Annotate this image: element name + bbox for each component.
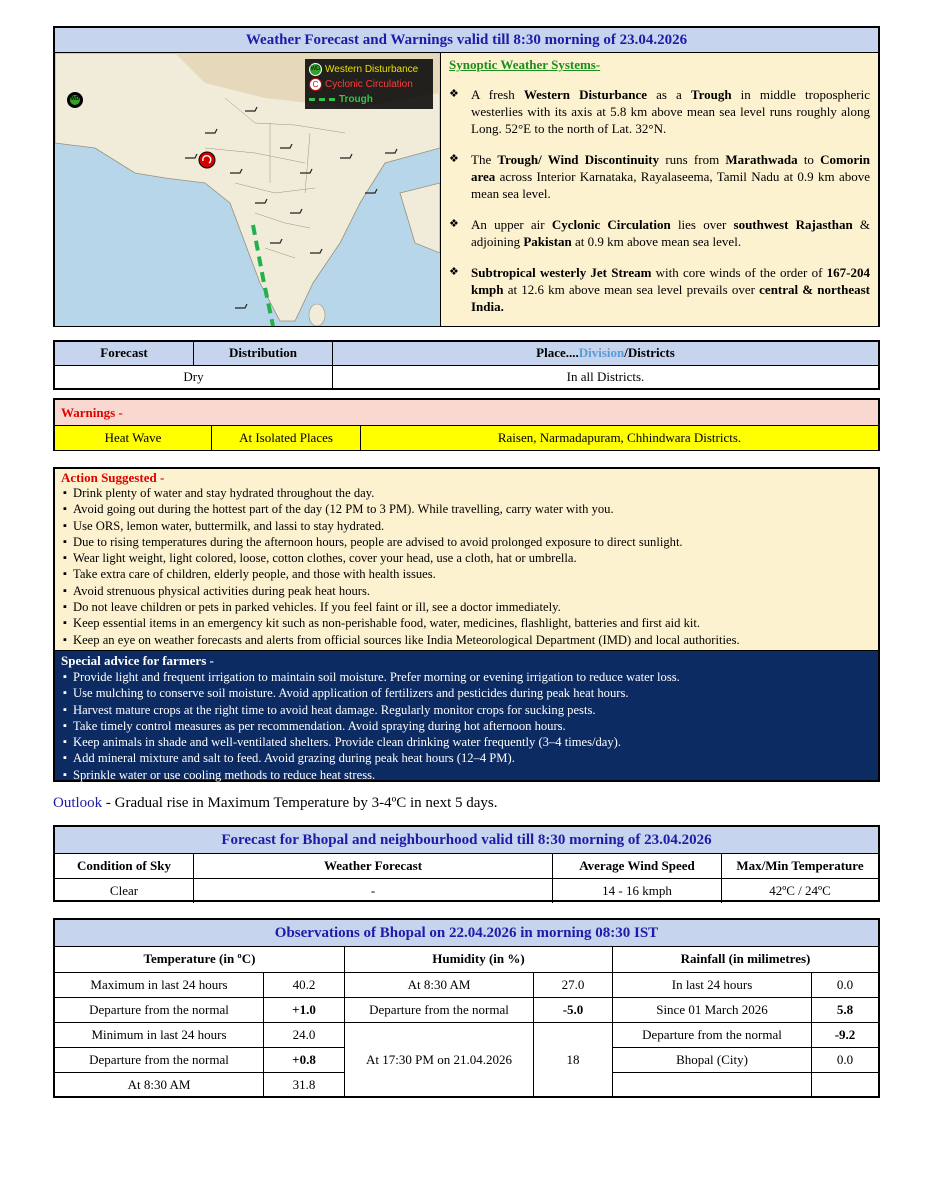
synoptic-item-text: 167-204 kmph (471, 265, 870, 297)
farmers-title: Special advice for farmers - (61, 653, 214, 668)
forecast-value: Dry (55, 365, 333, 388)
hum-value: 18 (534, 1022, 613, 1097)
observations-panel (53, 918, 880, 1098)
rain-empty-cell (613, 1072, 812, 1097)
temp-label: Departure from the normal (55, 1047, 264, 1072)
synoptic-item-text: in middle tropospheric westerlies with its axis at 5.8 km above mean sea level runs roughly along Long. 52°E to the north of Lat. 32°N. (471, 87, 870, 136)
header-districts-label: /Districts (624, 345, 675, 361)
temp-value: 40.2 (264, 972, 345, 997)
bf-wind-value: 14 - 16 kmph (553, 878, 722, 903)
hum-value: -5.0 (534, 997, 613, 1022)
synoptic-item (449, 216, 870, 250)
map-wd-badge: WD (70, 96, 80, 102)
farmers-item: ▪ Add mineral mixture and salt to feed. Avoid grazing during peak heat hours (12–4 PM). (61, 750, 872, 766)
action-item: ▪ Take extra care of children, elderly people, and those with health issues. (61, 566, 872, 582)
farmers-item: ▪ Take timely control measures as per recommendation. Avoid spraying during hot afternoon hours. (61, 718, 872, 734)
outlook (53, 795, 498, 812)
farmers-item: ▪ Provide light and frequent irrigation to maintain soil moisture. Prefer morning or evening irrigation to reduce water loss. (61, 669, 872, 685)
obs-header-rainfall: Rainfall (in milimetres) (613, 947, 879, 972)
hum-label: Departure from the normal (345, 997, 534, 1022)
action-item: ▪ Do not leave children or pets in parked vehicles. If you feel faint or ill, see a doctor immediately. (61, 599, 872, 615)
temp-label: Departure from the normal (55, 997, 264, 1022)
map-legend (309, 62, 431, 107)
farmers-item: ▪ Harvest mature crops at the right time to avoid heat damage. Regularly monitor crops for sucking pests. (61, 702, 872, 718)
synoptic-item-text: Subtropical westerly Jet Stream (471, 265, 652, 280)
forecast-warnings-panel (53, 26, 880, 327)
synoptic-item-text: across Interior Karnataka, Rayalaseema, Tamil Nadu at 0.9 km above mean sea level. (471, 169, 870, 201)
temp-value: 31.8 (264, 1072, 345, 1097)
warnings-panel (53, 398, 880, 451)
header-distribution: Distribution (194, 342, 333, 365)
warning-type: Heat Wave (55, 426, 212, 450)
rain-value: 0.0 (812, 1047, 879, 1072)
synoptic-item-text: A fresh (471, 87, 524, 102)
outlook-label: Outlook (53, 795, 103, 811)
action-section (55, 469, 878, 651)
bhopal-forecast-panel (53, 825, 880, 902)
legend-cc-label: Cyclonic Circulation (325, 79, 413, 90)
temp-value: +1.0 (264, 997, 345, 1022)
synoptic-item-text: lies over (670, 217, 734, 232)
rain-empty-cell (812, 1072, 879, 1097)
warning-place: Raisen, Narmadapuram, Chhindwara Districts. (361, 426, 879, 450)
action-item: ▪ Avoid going out during the hottest part of the day (12 PM to 3 PM). While travelling, carry water with you. (61, 501, 872, 517)
action-item: ▪ Due to rising temperatures during the afternoon hours, people are advised to avoid prolonged exposure to direct sunlight. (61, 534, 872, 550)
trough-icon (309, 98, 335, 101)
synoptic-item-text: Pakistan (523, 234, 572, 249)
farmers-item: ▪ Use mulching to conserve soil moisture. Avoid application of fertilizers and pesticides during peak heat hours. (61, 685, 872, 701)
bf-temp-value: 42ºC / 24ºC (722, 878, 879, 903)
synoptic-item-text: as a (647, 87, 691, 102)
synoptic-item-text: to (797, 152, 821, 167)
synoptic-item (449, 86, 870, 137)
rain-value: 5.8 (812, 997, 879, 1022)
temp-label: At 8:30 AM (55, 1072, 264, 1097)
synoptic-panel (441, 53, 878, 326)
synoptic-item-text: Trough (690, 87, 732, 102)
synoptic-item-text: Comorin area (471, 152, 870, 184)
synoptic-item-text: An upper air (471, 217, 552, 232)
synoptic-item-text: with core winds of the order of (651, 265, 827, 280)
action-item: ▪ Wear light weight, light colored, loose, cotton clothes, cover your head, use a cloth, hat or umbrella. (61, 550, 872, 566)
synoptic-item-text: Western Disturbance (523, 87, 648, 102)
synoptic-item (449, 151, 870, 202)
rain-value: -9.2 (812, 1022, 879, 1047)
rain-label: Bhopal (City) (613, 1047, 812, 1072)
action-title: Action Suggested - (61, 470, 165, 485)
farmers-item: ▪ Keep animals in shade and well-ventilated shelters. Provide clean drinking water frequently (3–4 times/day). (61, 734, 872, 750)
bf-header-temp: Max/Min Temperature (722, 854, 879, 878)
rain-label: In last 24 hours (613, 972, 812, 997)
temp-value: +0.8 (264, 1047, 345, 1072)
synoptic-item-text: The (471, 152, 498, 167)
bf-header-wind: Average Wind Speed (553, 854, 722, 878)
header-place (333, 342, 879, 365)
outlook-text: - Gradual rise in Maximum Temperature by 3-4ºC in next 5 days. (102, 795, 498, 811)
hum-value: 27.0 (534, 972, 613, 997)
synoptic-item-text: central & northeast India. (471, 282, 870, 314)
forecast-table (53, 340, 880, 390)
observations-title: Observations of Bhopal on 22.04.2026 in morning 08:30 IST (55, 920, 878, 947)
action-item: ▪ Drink plenty of water and stay hydrated throughout the day. (61, 485, 872, 501)
action-item: ▪ Avoid strenuous physical activities during peak heat hours. (61, 583, 872, 599)
advisory-panel (53, 467, 880, 782)
cyclone-icon: C (309, 78, 322, 91)
action-list (61, 485, 872, 648)
warning-distribution: At Isolated Places (212, 426, 361, 450)
hum-label: At 17:30 PM on 21.04.2026 (345, 1022, 534, 1097)
temp-label: Minimum in last 24 hours (55, 1022, 264, 1047)
synoptic-item (449, 264, 870, 315)
temp-label: Maximum in last 24 hours (55, 972, 264, 997)
temp-value: 24.0 (264, 1022, 345, 1047)
action-item: ▪ Use ORS, lemon water, buttermilk, and lassi to stay hydrated. (61, 518, 872, 534)
synoptic-item-text: Marathwada (725, 152, 798, 167)
legend-trough-label: Trough (339, 94, 373, 105)
obs-header-temp: Temperature (in ºC) (55, 947, 345, 972)
bf-weather-value: - (194, 878, 553, 903)
synoptic-list (449, 86, 870, 315)
farmers-list (61, 669, 872, 783)
action-item: ▪ Keep essential items in an emergency kit such as non-perishable food, water, medicines, flashlight, batteries and first aid kit. (61, 615, 872, 631)
main-title: Weather Forecast and Warnings valid till 8:30 morning of 23.04.2026 (55, 28, 878, 53)
header-division-label: Division (578, 345, 625, 361)
farmers-item: ▪ Sprinkle water or use cooling methods to reduce heat stress. (61, 767, 872, 783)
hum-label: At 8:30 AM (345, 972, 534, 997)
bhopal-forecast-title: Forecast for Bhopal and neighbourhood valid till 8:30 morning of 23.04.2026 (55, 827, 878, 854)
synoptic-map (55, 53, 441, 326)
warnings-title: Warnings - (55, 400, 878, 426)
synoptic-item-text: runs from (659, 152, 726, 167)
bf-sky-value: Clear (55, 878, 194, 903)
farmers-section (55, 651, 878, 780)
synoptic-item-text: Cyclonic Circulation (551, 217, 671, 232)
synoptic-heading: Synoptic Weather Systems- (449, 57, 601, 72)
bf-header-weather: Weather Forecast (194, 854, 553, 878)
synoptic-item-text: southwest Rajasthan (733, 217, 853, 232)
rain-label: Departure from the normal (613, 1022, 812, 1047)
action-item: ▪ Keep an eye on weather forecasts and alerts from official sources like India Meteorological Department (IMD) and local authorities. (61, 632, 872, 648)
header-forecast: Forecast (55, 342, 194, 365)
synoptic-item-text: at 12.6 km above mean sea level prevails over (503, 282, 760, 297)
rain-label: Since 01 March 2026 (613, 997, 812, 1022)
synoptic-item-text: & adjoining (471, 217, 871, 249)
rain-value: 0.0 (812, 972, 879, 997)
synoptic-item-text: Trough/ Wind Discontinuity (497, 152, 660, 167)
wd-icon: WD (309, 63, 322, 76)
header-place-label: Place.... (536, 345, 579, 361)
forecast-place-value: In all Districts. (333, 365, 879, 388)
obs-header-humidity: Humidity (in %) (345, 947, 613, 972)
legend-wd-label: Western Disturbance (325, 64, 419, 75)
synoptic-item-text: at 0.9 km above mean sea level. (571, 234, 742, 249)
bf-header-sky: Condition of Sky (55, 854, 194, 878)
